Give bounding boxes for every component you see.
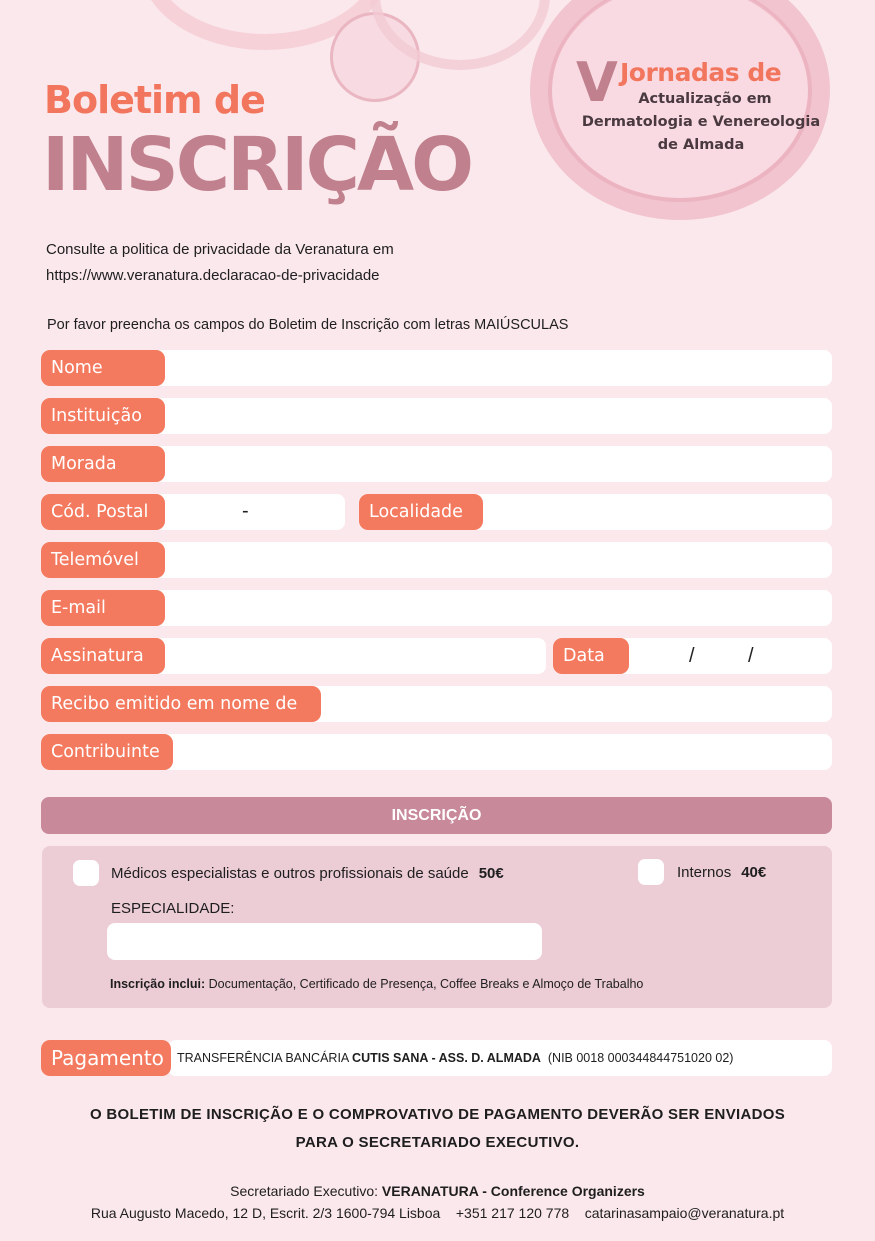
option-especialistas-label: Médicos especialistas e outros profissionais de saúde [111,865,469,882]
includes-text: Documentação, Certificado de Presença, Coffee Breaks e Almoço de Trabalho [205,977,644,991]
nome-label: Nome [41,350,165,386]
option-especialistas [111,865,504,882]
option-internos [677,864,766,881]
recibo-label: Recibo emitido em nome de [41,686,321,722]
option-internos-label: Internos [677,864,732,881]
footer-address: Rua Augusto Macedo, 12 D, Escrit. 2/3 1600-794 Lisboa [90,1205,441,1221]
option-internos-checkbox[interactable] [638,859,664,885]
telemovel-label: Telemóvel [41,542,165,578]
payment-method: TRANSFERÊNCIA BANCÁRIA [177,1051,353,1065]
contribuinte-label: Contribuinte [41,734,173,770]
payment-beneficiary: CUTIS SANA - ASS. D. ALMADA [352,1051,541,1065]
footer-contacts [0,1202,875,1224]
assinatura-label: Assinatura [41,638,165,674]
event-logo [570,51,832,158]
date-separator: / [689,645,695,667]
localidade-label: Localidade [359,494,483,530]
logo-line4: de Almada [657,137,745,153]
notice-line2: PARA O SECRETARIADO EXECUTIVO. [295,1134,580,1151]
option-especialistas-price: 50€ [478,865,504,882]
logo-line3: Dermatologia e Venereologia [581,114,821,130]
privacy-line1: Consulte a politica de privacidade da Veranatura em [46,241,394,258]
option-internos-price: 40€ [741,864,767,881]
logo-numeral: V [576,51,618,114]
cod-postal-label: Cód. Postal [41,494,165,530]
morada-label: Morada [41,446,165,482]
payment-nib: (NIB 0018 000344844751020 02) [540,1051,734,1065]
page-title: INSCRIÇÃO [42,122,472,208]
payment-label: Pagamento [41,1040,171,1076]
option-especialistas-checkbox[interactable] [73,860,99,886]
instituicao-label: Instituição [41,398,165,434]
footer-org: VERANATURA - Conference Organizers [381,1183,645,1199]
logo-line1: Jornadas de [620,58,782,87]
footer-phone: +351 217 120 778 [455,1205,570,1221]
submission-notice [0,1101,875,1157]
footer-secretariat [0,1180,875,1202]
inscricao-includes [110,977,643,991]
date-separator: / [748,645,754,667]
especialidade-label: ESPECIALIDADE: [111,900,235,917]
especialidade-input[interactable] [107,923,542,960]
footer-email[interactable]: catarinasampaio@veranatura.pt [584,1205,785,1221]
privacy-url[interactable]: https://www.veranatura.declaracao-de-privacidade [46,267,380,284]
notice-line1: O BOLETIM DE INSCRIÇÃO E O COMPROVATIVO DE PAGAMENTO DEVERÃO SER ENVIADOS [89,1106,786,1123]
title-line1: Boletim de [44,78,265,122]
payment-details [177,1051,733,1065]
footer [0,1180,875,1224]
footer-prefix: Secretariado Executivo: [230,1183,382,1199]
data-label: Data [553,638,629,674]
cod-postal-separator: - [242,500,249,522]
email-label: E-mail [41,590,165,626]
inscricao-header: INSCRIÇÃO [41,797,832,834]
privacy-notice [46,237,394,289]
instruction-text: Por favor preencha os campos do Boletim de Inscrição com letras MAIÚSCULAS [47,317,569,333]
logo-line2: Actualização em [638,91,772,107]
includes-label: Inscrição inclui: [110,977,206,991]
